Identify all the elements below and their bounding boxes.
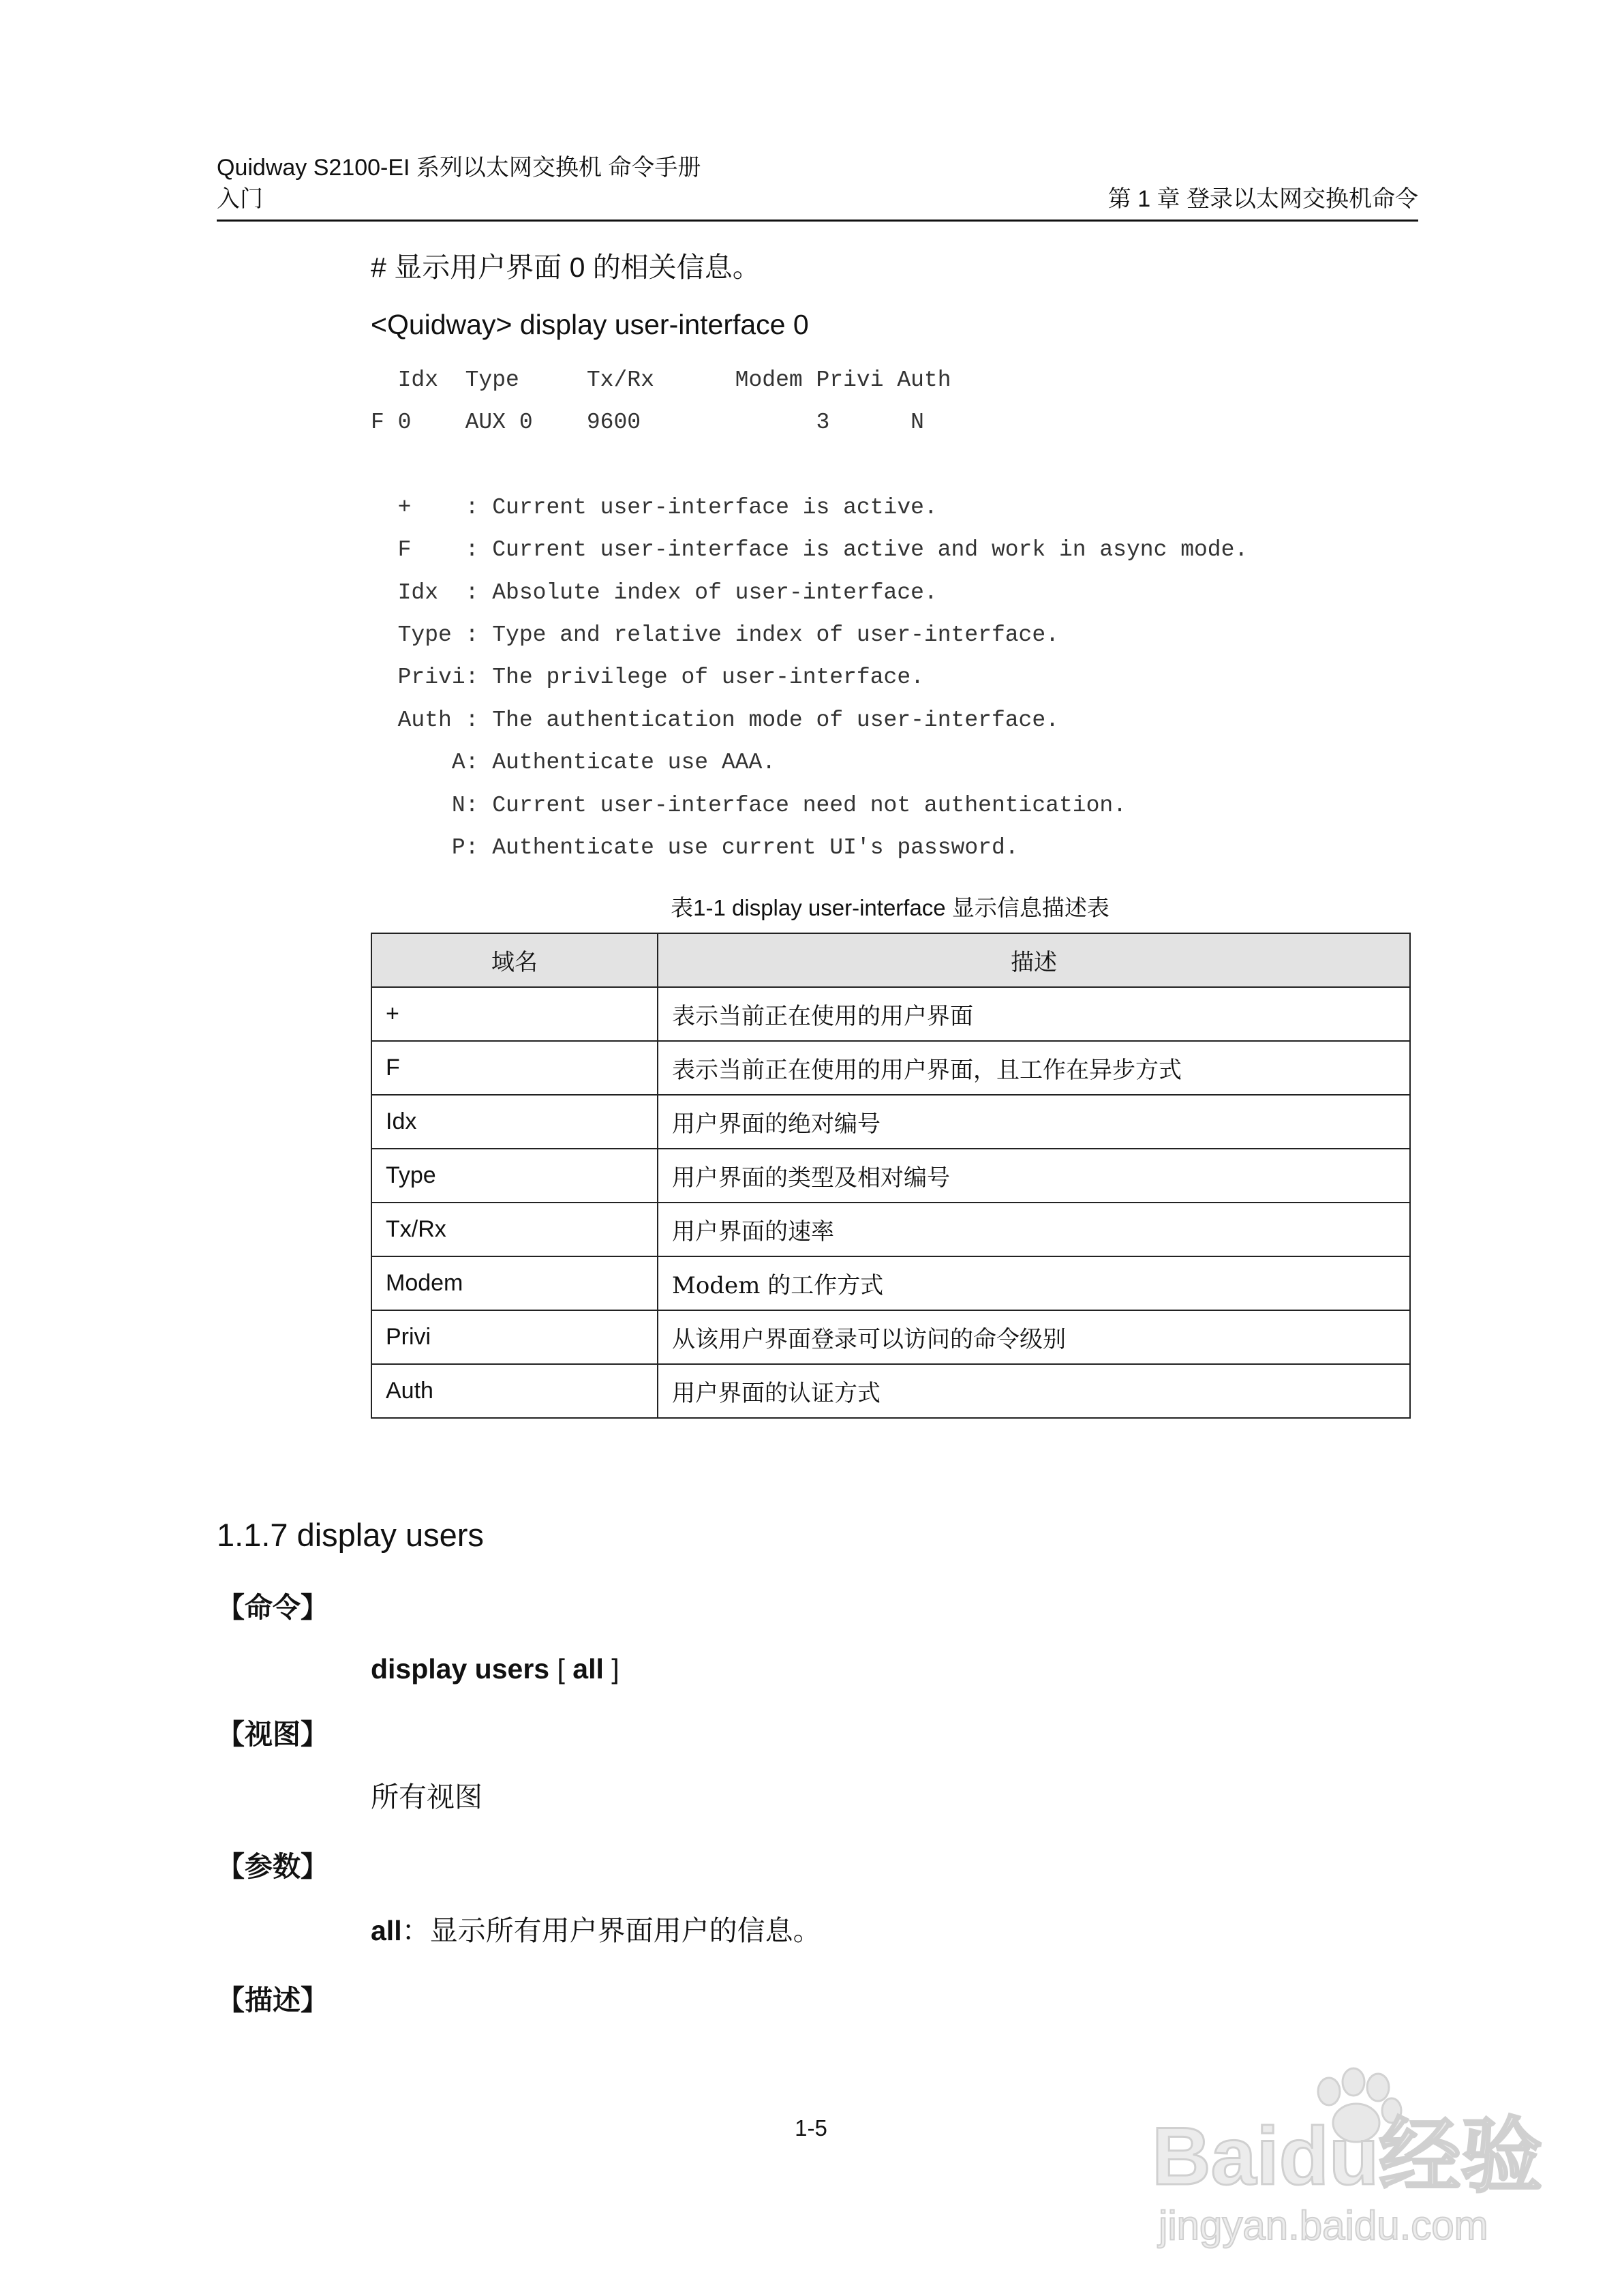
output-legend-line: Auth : The authentication mode of user-interface. [371,708,1059,733]
table-row [371,1041,1410,1095]
table-row [371,1256,1410,1310]
output-data-row: F 0 AUX 0 9600 3 N [371,410,924,435]
output-legend-line: P: Authenticate use current UI's password. [371,835,1019,860]
header-rule [217,220,1418,222]
example-comment: # 显示用户界面 0 的相关信息。 [371,252,761,283]
table-cell-field: F [371,1041,658,1095]
command-heading: 【命令】 [217,1592,328,1623]
table-row [371,1310,1410,1364]
table-cell-description: 表示当前正在使用的用户界面 [658,987,1410,1041]
output-legend-line: Privi: The privilege of user-interface. [371,665,924,690]
params-heading: 【参数】 [217,1851,328,1882]
output-legend-line: Type : Type and relative index of user-interface. [371,622,1059,648]
command-bracket-open: [ [549,1653,573,1685]
watermark-brand: Baidu经验 [1152,2111,1543,2202]
output-header-row: Idx Type Tx/Rx Modem Privi Auth [371,367,951,393]
output-legend-line: F : Current user-interface is active and work in async mode. [371,537,1249,562]
output-legend-line: Idx : Absolute index of user-interface. [371,580,938,605]
description-heading: 【描述】 [217,1984,328,2016]
view-text: 所有视图 [371,1781,483,1813]
param-name: all [371,1915,402,1946]
command-syntax [371,1652,619,1685]
output-legend-line: N: Current user-interface need not authentication. [371,793,1127,818]
table-cell-description: 用户界面的速率 [658,1203,1410,1256]
param-line [371,1914,821,1947]
watermark-url: jingyan.baidu.com [1159,2203,1488,2248]
page-number: 1-5 [795,2115,827,2141]
table-cell-description: 从该用户界面登录可以访问的命令级别 [658,1310,1410,1364]
view-heading: 【视图】 [217,1719,328,1750]
table-cell-description: 表示当前正在使用的用户界面，且工作在异步方式 [658,1041,1410,1095]
table-cell-field: Auth [371,1364,658,1418]
output-legend-line: A: Authenticate use AAA. [371,750,776,775]
header-title: Quidway S2100-EI 系列以太网交换机 命令手册 [217,155,701,181]
command-bracket-close: ] [603,1653,619,1685]
table-cell-field: Idx [371,1095,658,1149]
table-row [371,987,1410,1041]
table-cell-description: 用户界面的类型及相对编号 [658,1149,1410,1203]
header-chapter: 第 1 章 登录以太网交换机命令 [1107,186,1418,212]
table-row [371,1364,1410,1418]
table-cell-field: Type [371,1149,658,1203]
table-cell-field: Tx/Rx [371,1203,658,1256]
param-desc: ：显示所有用户界面用户的信息。 [401,1914,821,1947]
example-command: <Quidway> display user-interface 0 [371,309,809,340]
table-header-row [371,933,1410,987]
table-row [371,1203,1410,1256]
table-cell-field: + [371,987,658,1041]
table-cell-description: Modem 的工作方式 [658,1256,1410,1310]
baidu-watermark [1152,2052,1543,2250]
table-row [371,1095,1410,1149]
table-header-description: 描述 [658,933,1410,987]
description-table [371,933,1411,1419]
command-option: all [572,1653,604,1685]
table-caption: 表1-1 display user-interface 显示信息描述表 [671,895,1110,920]
table-row [371,1149,1410,1203]
section-title: 1.1.7 display users [217,1517,484,1553]
table-cell-description: 用户界面的绝对编号 [658,1095,1410,1149]
header-subtitle: 入门 [217,186,263,212]
table-cell-field: Privi [371,1310,658,1364]
table-cell-field: Modem [371,1256,658,1310]
command-keyword: display users [371,1653,550,1685]
table-header-field: 域名 [371,933,658,987]
output-legend-line: + : Current user-interface is active. [371,495,938,520]
table-cell-description: 用户界面的认证方式 [658,1364,1410,1418]
